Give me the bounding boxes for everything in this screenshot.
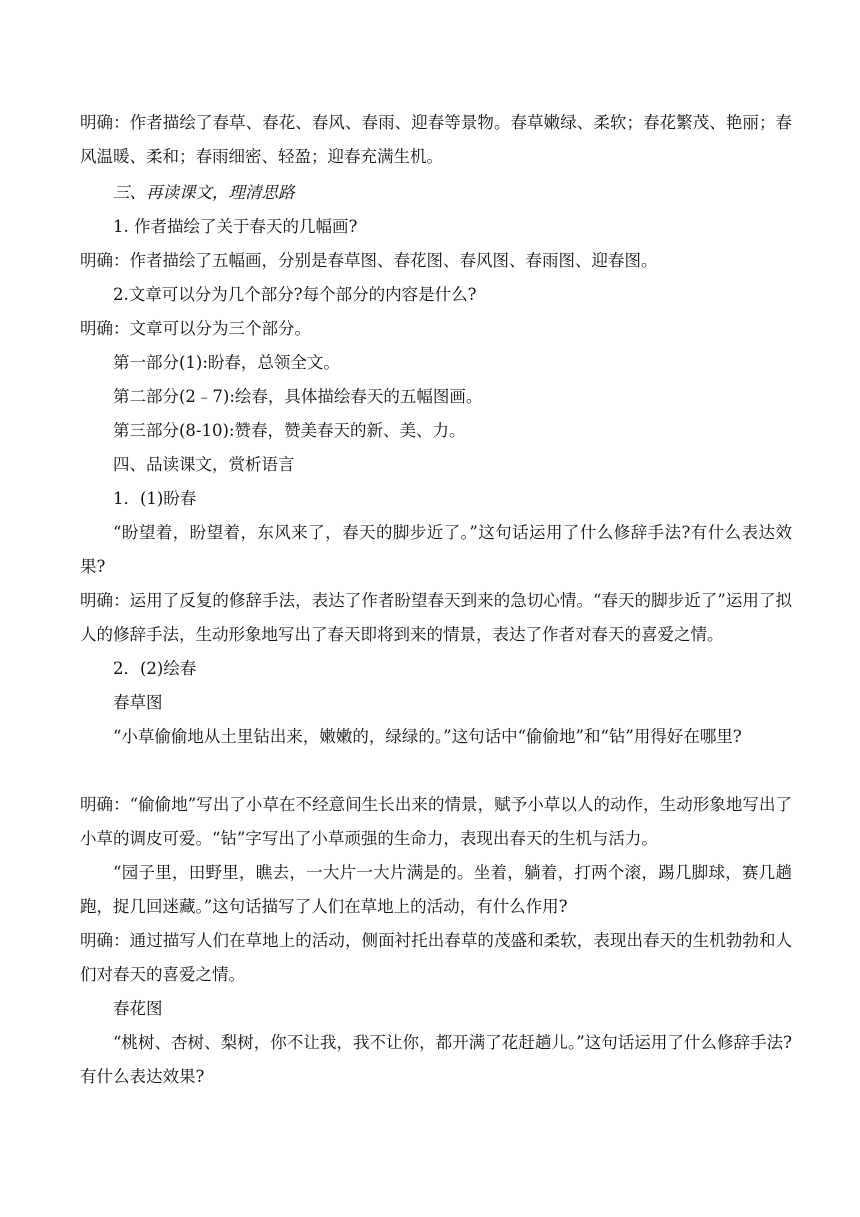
answer-chuncao-1: 明确：“偷偷地”写出了小草在不经意间生长出来的情景，赋予小草以人的动作，生动形象地写出了小草的调皮可爱。“钻”字写出了小草顽强的生命力，表现出春天的生机与活力。 <box>80 795 792 848</box>
question-paintings: 1. 作者描绘了关于春天的几幅画? <box>113 217 358 236</box>
subheading-chunhua: 春花图 <box>113 999 163 1018</box>
subheading-panchun: 1．(1)盼春 <box>113 489 197 508</box>
answer-paintings: 明确：作者描绘了五幅画，分别是春草图、春花图、春风图、春雨图、迎春图。 <box>80 251 658 270</box>
part-three: 第三部分(8-10):赞春，赞美春天的新、美、力。 <box>113 421 466 440</box>
part-one: 第一部分(1):盼春，总领全文。 <box>113 353 340 372</box>
part-two: 第二部分(2﹣7):绘春，具体描绘春天的五幅图画。 <box>113 387 483 406</box>
answer-panchun: 明确：运用了反复的修辞手法，表达了作者盼望春天到来的急切心情。“春天的脚步近了”运用了拟人的修辞手法，生动形象地写出了春天即将到来的情景，表达了作者对春天的喜爱之情。 <box>80 591 792 644</box>
question-parts: 2.文章可以分为几个部分?每个部分的内容是什么? <box>113 285 477 304</box>
question-panchun: “盼望着，盼望着，东风来了，春天的脚步近了。”这句话运用了什么修辞手法?有什么表达效果? <box>80 523 792 576</box>
question-chuncao-1: “小草偷偷地从土里钻出来，嫩嫩的，绿绿的。”这句话中“偷偷地”和“钻”用得好在哪里? <box>113 727 742 746</box>
subheading-huichun: 2．(2)绘春 <box>113 659 197 678</box>
answer-chuncao-2: 明确：通过描写人们在草地上的活动，侧面衬托出春草的茂盛和柔软，表现出春天的生机勃勃和人们对春天的喜爱之情。 <box>80 931 792 984</box>
subheading-chuncao: 春草图 <box>113 693 163 712</box>
answer-paragraph-scenery: 明确：作者描绘了春草、春花、春风、春雨、迎春等景物。春草嫩绿、柔软；春花繁茂、艳丽；春风温暖、柔和；春雨细密、轻盈；迎春充满生机。 <box>80 113 792 166</box>
question-chunhua: “桃树、杏树、梨树，你不让我，我不让你，都开满了花赶趟儿。”这句话运用了什么修辞手法?有什么表达效果? <box>80 1033 792 1086</box>
section-heading-appreciate: 四、品读课文，赏析语言 <box>113 455 295 474</box>
section-heading-reread: 三、再读课文，理清思路 <box>113 183 295 202</box>
question-chuncao-2: “园子里，田野里，瞧去，一大片一大片满是的。坐着，躺着，打两个滚，踢几脚球，赛几趟跑，捉几回迷藏。”这句话描写了人们在草地上的活动，有什么作用? <box>80 863 792 916</box>
answer-parts: 明确：文章可以分为三个部分。 <box>80 319 311 338</box>
